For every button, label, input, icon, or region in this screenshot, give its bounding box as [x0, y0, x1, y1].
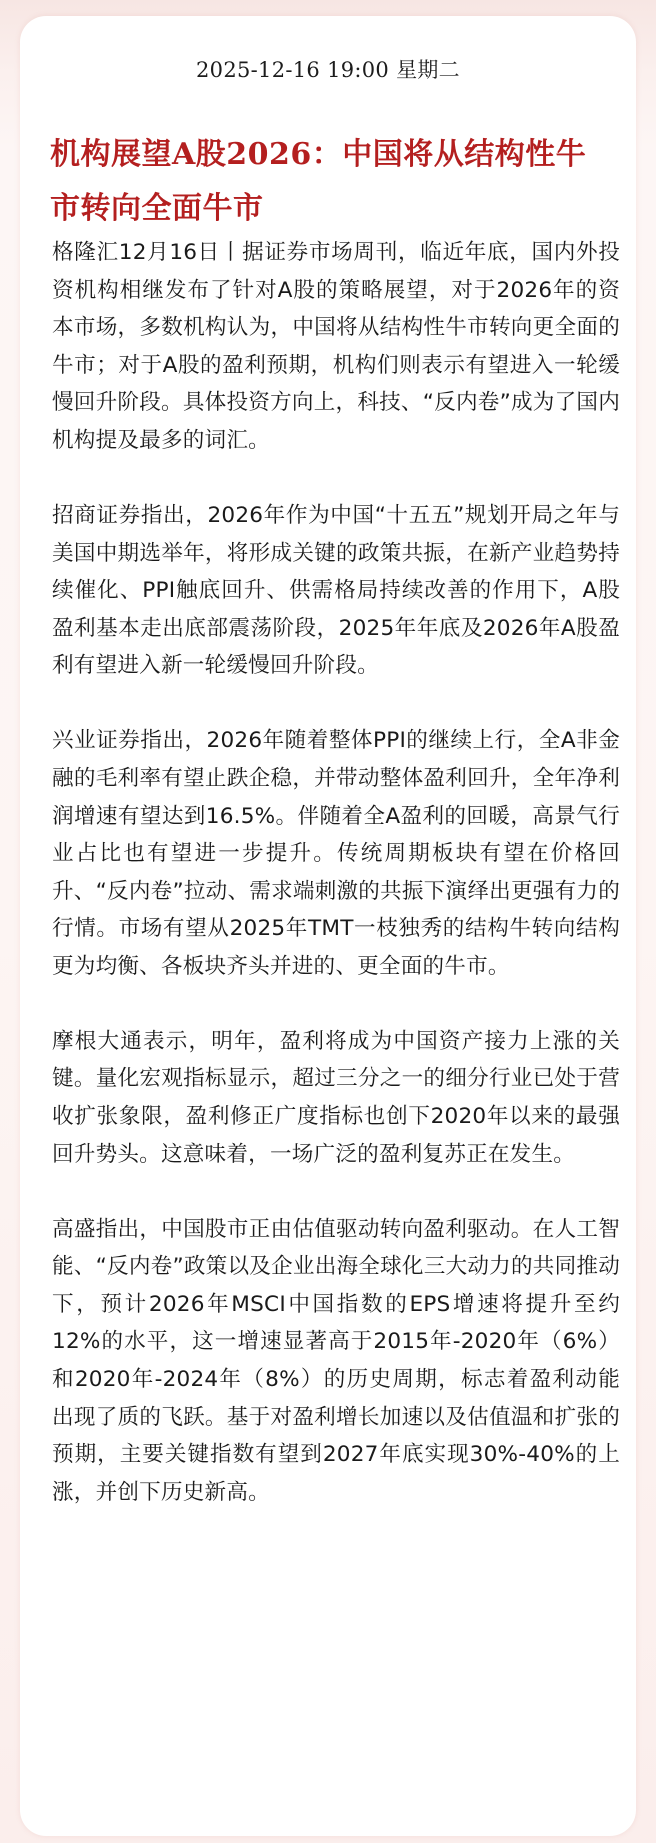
article-title: 机构展望A股2026：中国将从结构性牛市转向全面牛市 [50, 137, 587, 226]
article-paragraph: 招商证券指出，2026年作为中国“十五五”规划开局之年与美国中期选举年，将形成关键的政策共振，在新产业趋势持续催化、PPI触底回升、供需格局持续改善的作用下，A股盈利基本走出底部震荡阶段，2025年年底及2026年A股盈利有望进入新一轮缓慢回升阶段。 [52, 502, 620, 679]
article-paragraph: 摩根大通表示，明年，盈利将成为中国资产接力上涨的关键。量化宏观指标显示，超过三分之一的细分行业已处于营收扩张象限，盈利修正广度指标也创下2020年以来的最强回升势头。这意味着，一场广泛的盈利复苏正在发生。 [52, 1028, 620, 1167]
publish-datetime: 2025-12-16 19:00 星期二 [196, 58, 460, 82]
article-card [20, 16, 636, 1836]
article-paragraph: 高盛指出，中国股市正由估值驱动转向盈利驱动。在人工智能、“反内卷”政策以及企业出海全球化三大动力的共同推动下，预计2026年MSCI中国指数的EPS增速将提升至约12%的水平，这一增速显著高于2015年-2020年（6%）和2020年-2024年（8%）的历史周期，标志着盈利动能出现了质的飞跃。基于对盈利增长加速以及估值温和扩张的预期，主要关键指数有望到2027年底实现30%-40%的上涨，并创下历史新高。 [52, 1216, 620, 1505]
article-paragraph: 兴业证券指出，2026年随着整体PPI的继续上行，全A非金融的毛利率有望止跌企稳，并带动整体盈利回升，全年净利润增速有望达到16.5%。伴随着全A盈利的回暖，高景气行业占比也有望进一步提升。传统周期板块有望在价格回升、“反内卷”拉动、需求端刺激的共振下演绎出更强有力的行情。市场有望从2025年TMT一枝独秀的结构牛转向结构更为均衡、各板块齐头并进的、更全面的牛市。 [52, 728, 620, 979]
article-paragraph: 格隆汇12月16日丨据证券市场周刊，临近年底，国内外投资机构相继发布了针对A股的策略展望，对于2026年的资本市场，多数机构认为，中国将从结构性牛市转向更全面的牛市；对于A股的盈利预期，机构们则表示有望进入一轮缓慢回升阶段。具体投资方向上，科技、“反内卷”成为了国内机构提及最多的词汇。 [52, 240, 620, 453]
article-body [52, 234, 620, 1511]
